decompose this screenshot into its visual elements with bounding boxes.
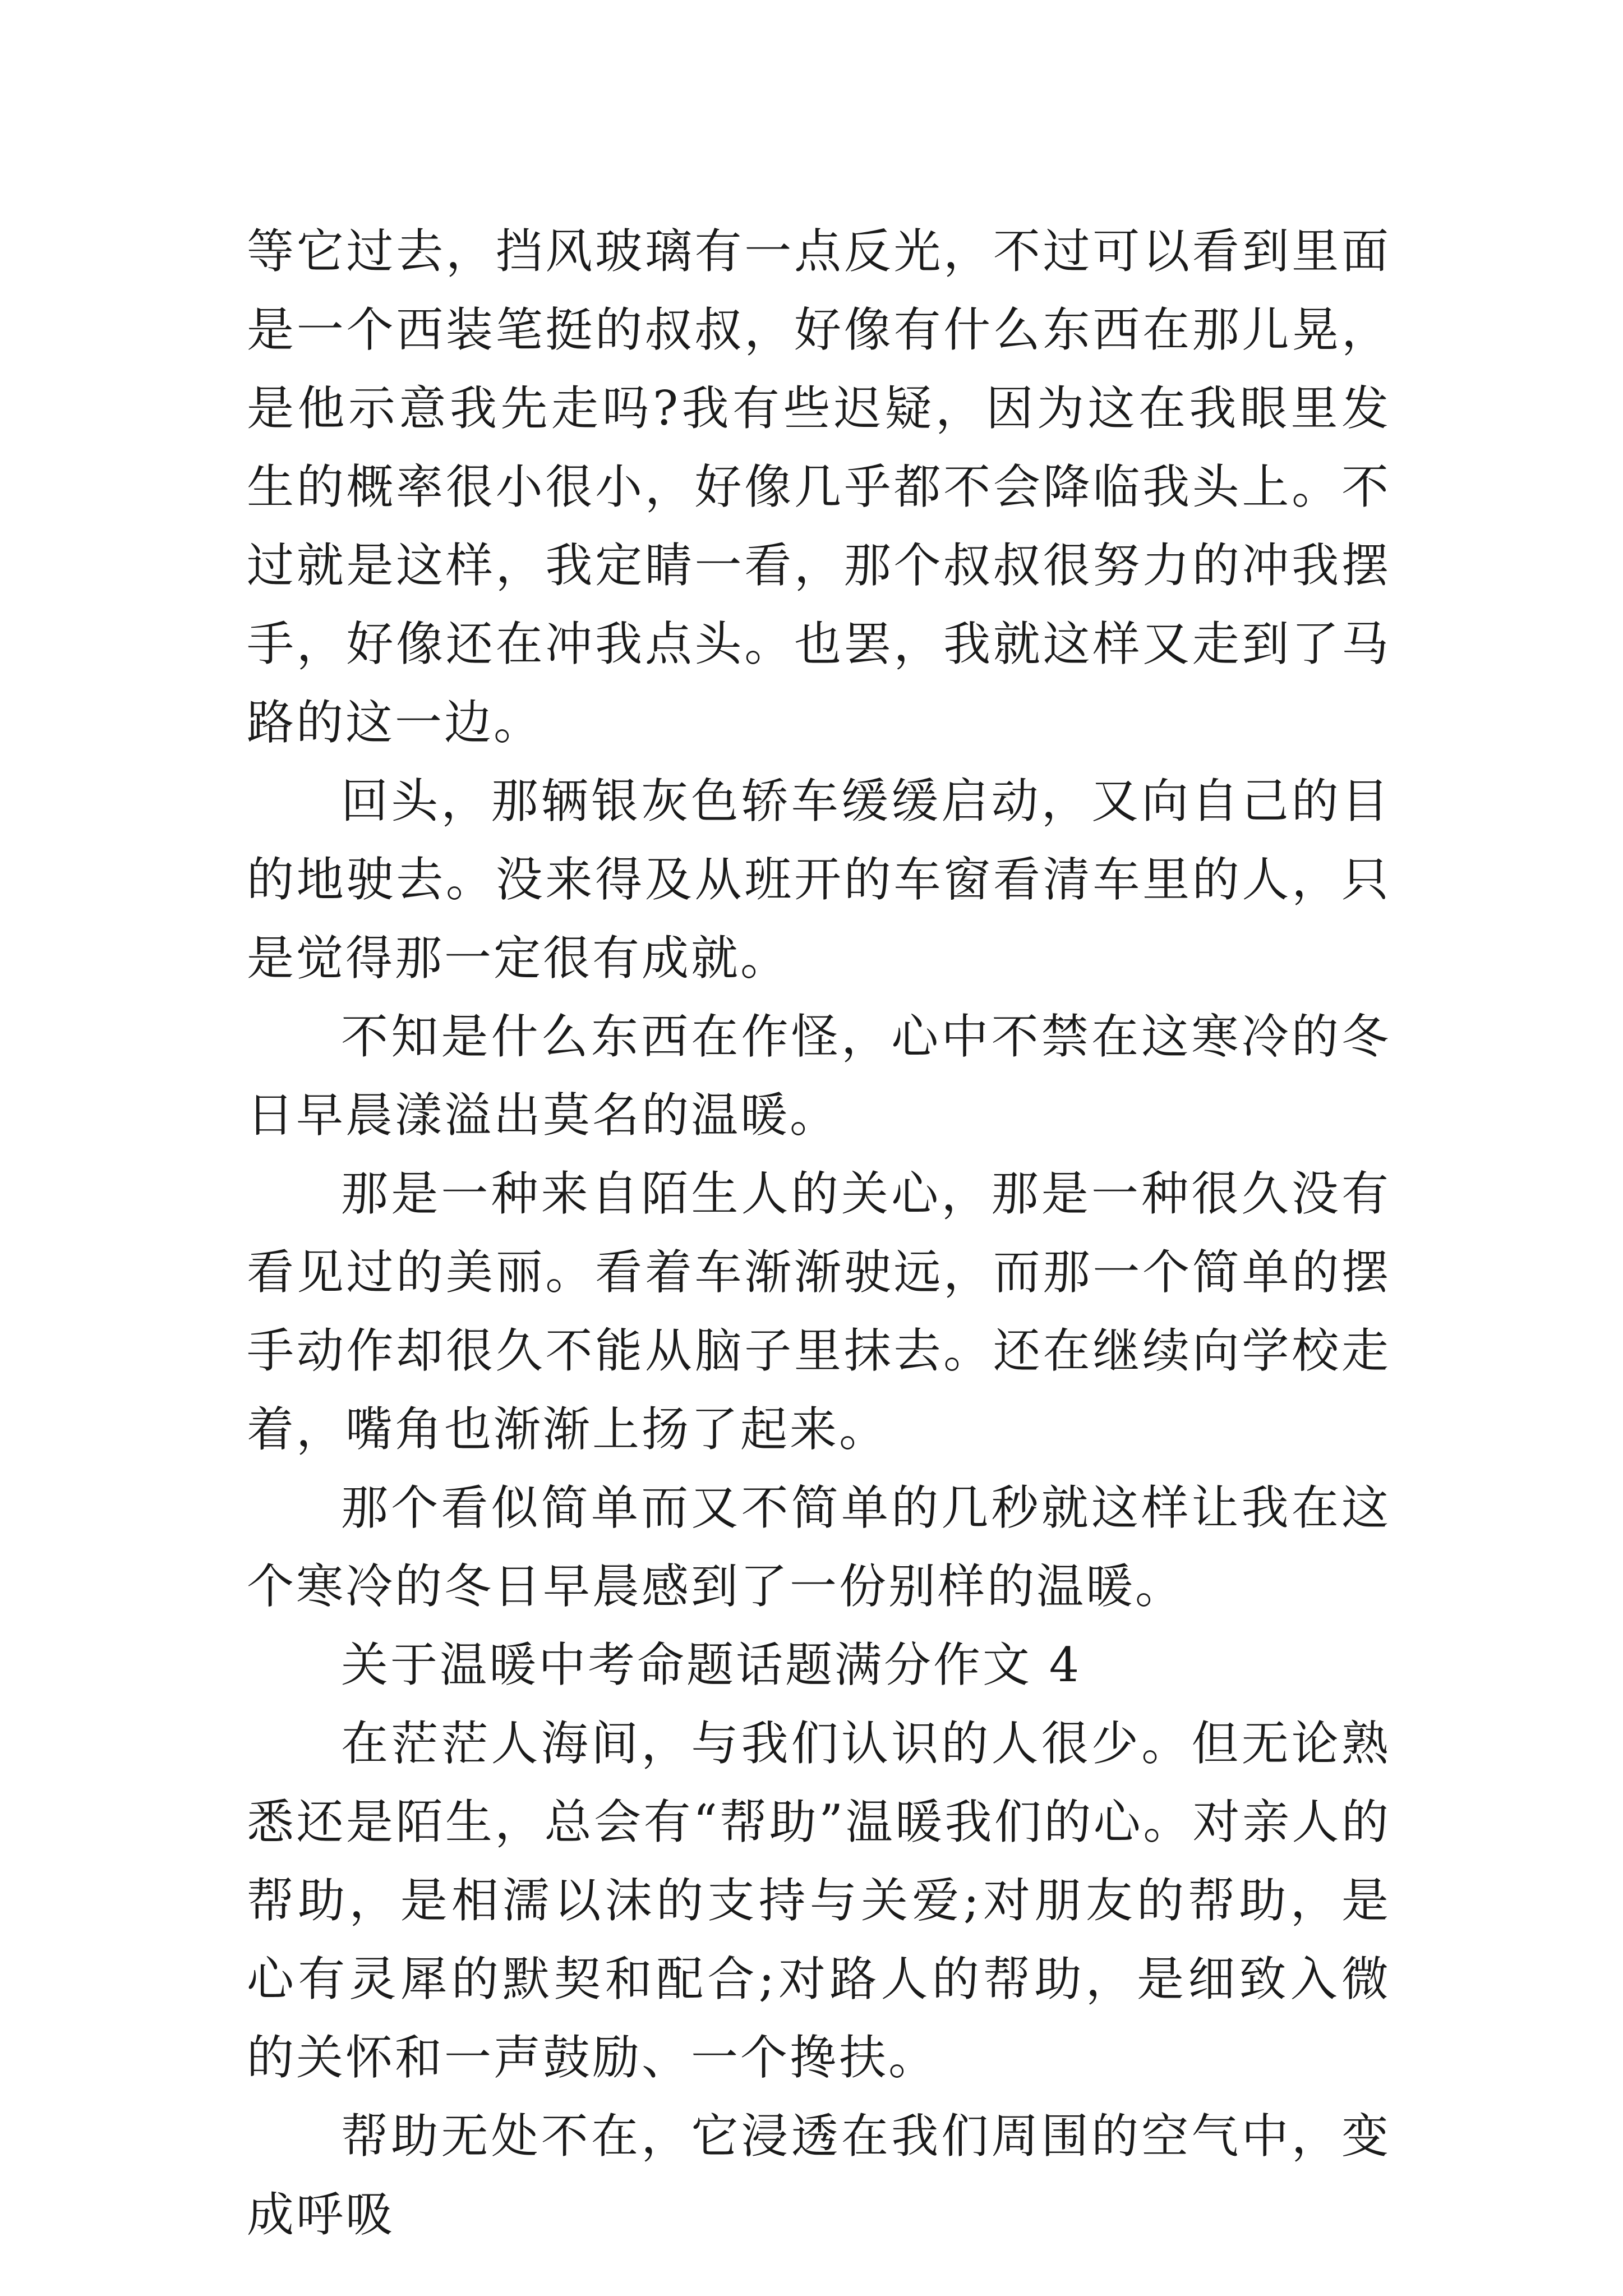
paragraph-1: 等它过去，挡风玻璃有一点反光，不过可以看到里面是一个西装笔挺的叔叔，好像有什么东西在那儿晃，是他示意我先走吗?我有些迟疑，因为这在我眼里发生的概率很小很小，好像几乎都不会降临我头上。不过就是这样，我定睛一看，那个叔叔很努力的冲我摆手，好像还在冲我点头。也罢，我就这样又走到了马路的这一边。 bbox=[247, 224, 1391, 750]
paragraph-2: 回头，那辆银灰色轿车缓缓启动，又向自己的目的地驶去。没来得及从班开的车窗看清车里的人，只是觉得那一定很有成就。 bbox=[247, 774, 1391, 986]
paragraph-7: 帮助无处不在，它浸透在我们周围的空气中，变成呼吸 bbox=[247, 2109, 1391, 2242]
paragraph-4: 那是一种来自陌生人的关心，那是一种很久没有看见过的美丽。看着车渐渐驶远，而那一个简单的摆手动作却很久不能从脑子里抹去。还在继续向学校走着，嘴角也渐渐上扬了起来。 bbox=[247, 1166, 1391, 1457]
section-heading: 关于温暖中考命题话题满分作文 4 bbox=[341, 1637, 1082, 1692]
paragraph-3: 不知是什么东西在作怪，心中不禁在这寒冷的冬日早晨漾溢出莫名的温暖。 bbox=[247, 1009, 1391, 1143]
document-body bbox=[247, 212, 1391, 2254]
paragraph-6: 在茫茫人海间，与我们认识的人很少。但无论熟悉还是陌生，总会有“帮助”温暖我们的心。对亲人的帮助，是相濡以沫的支持与关爱;对朋友的帮助，是心有灵犀的默契和配合;对路人的帮助，是细致入微的关怀和一声鼓励、一个搀扶。 bbox=[247, 1716, 1391, 2085]
paragraph-5: 那个看似简单而又不简单的几秒就这样让我在这个寒冷的冬日早晨感到了一份别样的温暖。 bbox=[247, 1480, 1391, 1614]
